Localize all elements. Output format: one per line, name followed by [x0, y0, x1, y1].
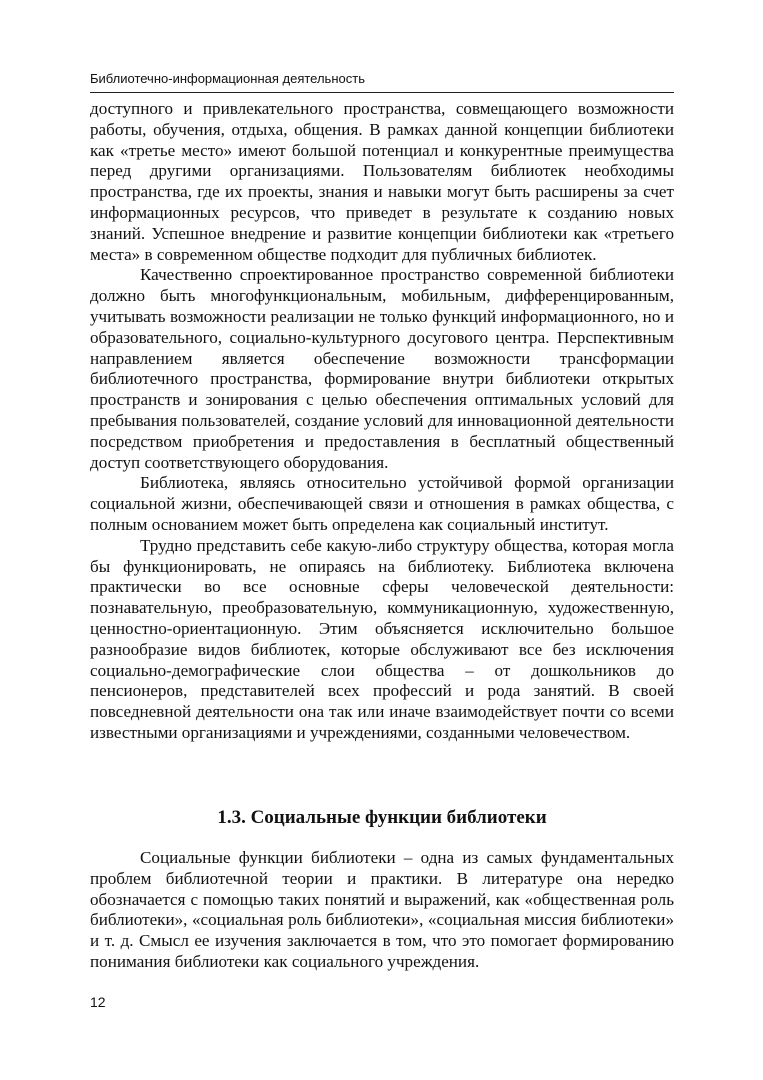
page-number: 12: [90, 994, 106, 1010]
section-heading: 1.3. Социальные функции библиотеки: [217, 807, 547, 828]
paragraph: Трудно представить себе какую-либо структуру общества, которая могла бы функционировать, не опираясь на библиотеку. Библиотека включена практически во все основные сферы человеческой деятельности: познавательную, преобразовательную, коммуникационную, художественную, ценностно-ориентационную. Этим объясняется исключительно большое разнообразие видов библиотек, которые обслуживают все без исключения социально-демографические слои общества – от дошкольников до пенсионеров, представителей всех профессий и рода занятий. В своей повседневной деятельности она так или иначе взаимодействует почти со всеми известными организациями и учреждениями, созданными человечеством.: [90, 535, 674, 742]
section-text: [90, 848, 674, 973]
paragraph: Качественно спроектированное пространство современной библиотеки должно быть многофункциональным, мобильным, дифференцированным, учитывать возможности реализации не только функций информационного, но и образовательного, социально-культурного досугового центра. Перспективным направлением является обеспечение возможности трансформации библиотечного пространства, формирование внутри библиотеки открытых пространств и зонирования с целью обеспечения оптимальных условий для пребывания пользователей, создание условий для инновационной деятельности посредством приобретения и предоставления в бесплатный общественный доступ соответствующего оборудования.: [90, 265, 674, 472]
paragraph-continuation: доступного и привлекательного пространства, совмещающего возможности работы, обучения, отдыха, общения. В рамках данной концепции библиотеки как «третье место» имеют большой потенциал и конкурентные преимущества перед другими организациями. Пользователям библиотек необходимы пространства, где их проекты, знания и навыки могут быть расширены за счет информационных ресурсов, что приведет в результате к созданию новых знаний. Успешное внедрение и развитие концепции библиотеки как «третьего места» в современном обществе подходит для публичных библиотек.: [90, 99, 674, 264]
main-text: [90, 99, 674, 744]
running-header: Библиотечно-информационная деятельность: [90, 71, 365, 86]
header-rule: [90, 92, 674, 93]
paragraph: Социальные функции библиотеки – одна из самых фундаментальных проблем библиотечной теории и практики. В литературе она нередко обозначается с помощью таких понятий и выражений, как «общественная роль библиотеки», «социальная роль библиотеки», «социальная миссия библиотеки» и т. д. Смысл ее изучения заключается в том, что это помогает формированию понимания библиотеки как социального учреждения.: [90, 848, 674, 971]
paragraph: Библиотека, являясь относительно устойчивой формой организации социальной жизни, обеспечивающей связи и отношения в рамках общества, с полным основанием может быть определена как социальный институт.: [90, 473, 674, 534]
